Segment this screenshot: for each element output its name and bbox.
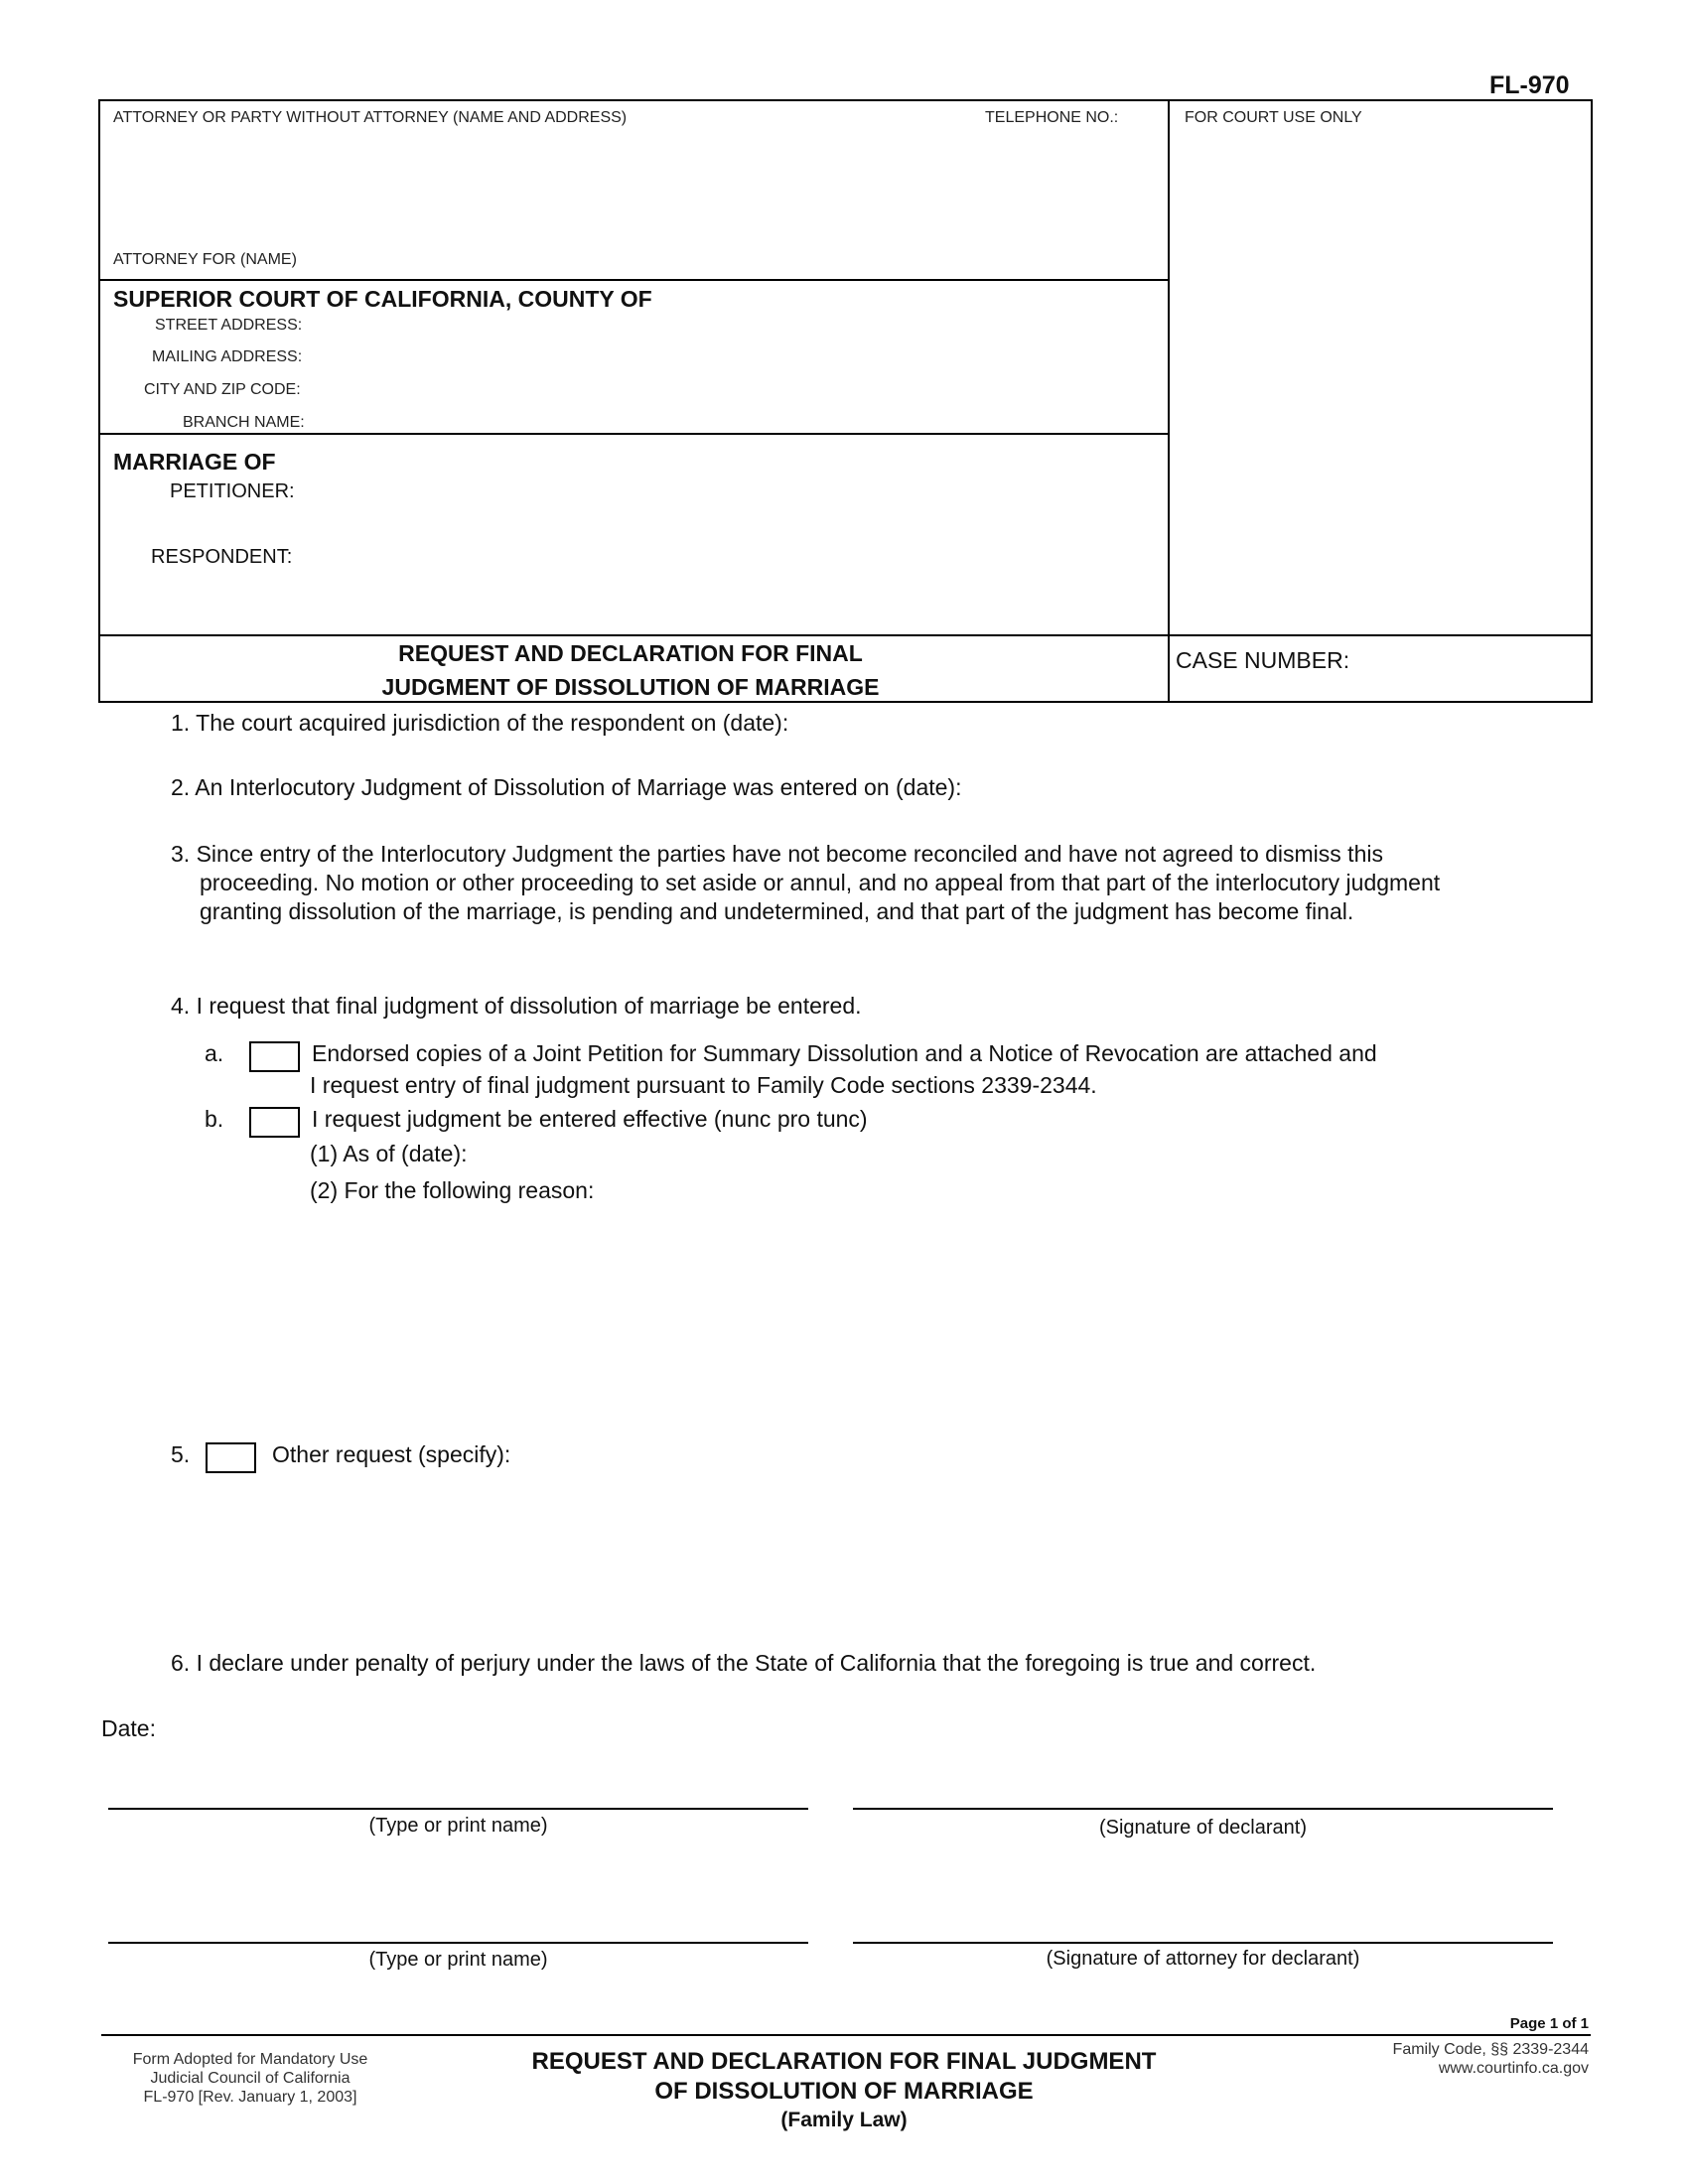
signature-attorney-caption: (Signature of attorney for declarant): [1046, 1948, 1360, 1970]
street-address-label: STREET ADDRESS:: [155, 317, 303, 334]
item-4a-line2: I request entry of final judgment pursuant to Family Code sections 2339-2344.: [310, 1072, 1097, 1098]
signature-declarant-line[interactable]: [853, 1808, 1553, 1810]
item-5-number: 5.: [171, 1441, 191, 1467]
marriage-title: MARRIAGE OF: [113, 449, 276, 475]
page-number: Page 1 of 1: [1509, 2015, 1589, 2032]
footer-rule: [101, 2034, 1591, 2036]
item-5-text: Other request (specify):: [272, 1441, 511, 1467]
item-4: 4. I request that final judgment of dissolution of marriage be entered.: [171, 993, 862, 1019]
item-4b-line1: I request judgment be entered effective (nunc pro tunc): [312, 1106, 868, 1132]
item-1: 1. The court acquired jurisdiction of the respondent on (date):: [171, 710, 789, 736]
court-title: SUPERIOR COURT OF CALIFORNIA, COUNTY OF: [113, 286, 652, 312]
footer-left-line2: Judicial Council of California: [150, 2070, 351, 2087]
caption-divider: [1168, 99, 1170, 703]
court-section-border: [98, 433, 1170, 435]
item-4a-letter: a.: [205, 1040, 224, 1066]
item-4b-reason: (2) For the following reason:: [310, 1177, 595, 1203]
attorney-name-address-field[interactable]: [113, 134, 1146, 243]
reason-field[interactable]: [310, 1211, 1551, 1410]
court-use-label: FOR COURT USE ONLY: [1185, 109, 1362, 126]
signature-declarant-caption: (Signature of declarant): [1098, 1817, 1307, 1839]
other-request-field[interactable]: [272, 1477, 1553, 1626]
signature-attorney-line[interactable]: [853, 1942, 1553, 1944]
footer-title-line3: (Family Law): [780, 2109, 908, 2131]
item-2: 2. An Interlocutory Judgment of Dissolution of Marriage was entered on (date):: [171, 774, 962, 800]
respondent-label: RESPONDENT:: [151, 546, 293, 568]
date-label: Date:: [101, 1715, 156, 1741]
type-name-line-2[interactable]: [108, 1942, 808, 1944]
item-4a-line1: Endorsed copies of a Joint Petition for Summary Dissolution and a Notice of Revocation are attached and: [312, 1040, 1377, 1066]
branch-name-label: BRANCH NAME:: [183, 414, 305, 431]
caption-right-border: [1591, 99, 1593, 703]
footer-right-line1: Family Code, §§ 2339-2344: [1392, 2041, 1589, 2058]
type-name-caption-2: (Type or print name): [368, 1949, 548, 1971]
attorney-for-label: ATTORNEY FOR (NAME): [113, 251, 297, 268]
item-4a-checkbox[interactable]: [249, 1041, 300, 1072]
caption-left-border: [98, 99, 100, 703]
type-name-line-1[interactable]: [108, 1808, 808, 1810]
caption-bottom-border: [98, 701, 1593, 703]
item-3-line2: proceeding. No motion or other proceeding to set aside or annul, and no appeal from that part of the interlocutory judgment: [200, 870, 1441, 895]
footer-title-line2: OF DISSOLUTION OF MARRIAGE: [654, 2078, 1034, 2105]
city-zip-label: CITY AND ZIP CODE:: [144, 381, 301, 398]
item-3-line1: 3. Since entry of the Interlocutory Judgment the parties have not become reconciled and have not agreed to dismiss this: [171, 841, 1383, 867]
petitioner-label: PETITIONER:: [170, 480, 295, 502]
form-title-line2: JUDGMENT OF DISSOLUTION OF MARRIAGE: [381, 674, 880, 700]
footer-left-line1: Form Adopted for Mandatory Use: [132, 2051, 368, 2068]
title-section-border: [98, 634, 1593, 636]
form-title-line1: REQUEST AND DECLARATION FOR FINAL: [398, 640, 863, 666]
item-4b-as-of-date: (1) As of (date):: [310, 1141, 468, 1166]
item-4b-letter: b.: [205, 1106, 224, 1132]
item-5-checkbox[interactable]: [206, 1442, 256, 1473]
attorney-label: ATTORNEY OR PARTY WITHOUT ATTORNEY (NAME AND ADDRESS): [113, 109, 628, 126]
mailing-address-label: MAILING ADDRESS:: [152, 348, 303, 365]
footer-right-line2: www.courtinfo.ca.gov: [1438, 2060, 1589, 2077]
footer-title-line1: REQUEST AND DECLARATION FOR FINAL JUDGMENT: [531, 2048, 1157, 2075]
item-4b-checkbox[interactable]: [249, 1107, 300, 1138]
attorney-section-border: [98, 279, 1170, 281]
item-3-line3: granting dissolution of the marriage, is pending and undetermined, and that part of the judgment has become final.: [200, 898, 1354, 924]
telephone-label: TELEPHONE NO.:: [985, 109, 1119, 126]
item-6: 6. I declare under penalty of perjury under the laws of the State of California that the foregoing is true and correct.: [171, 1650, 1317, 1676]
footer-left-line3: FL-970 [Rev. January 1, 2003]: [143, 2089, 357, 2106]
case-number-label: CASE NUMBER:: [1176, 647, 1350, 673]
date-field[interactable]: [164, 1709, 660, 1743]
form-id: FL-970: [1489, 71, 1570, 99]
type-name-caption-1: (Type or print name): [368, 1815, 548, 1837]
caption-top-border: [98, 99, 1593, 101]
